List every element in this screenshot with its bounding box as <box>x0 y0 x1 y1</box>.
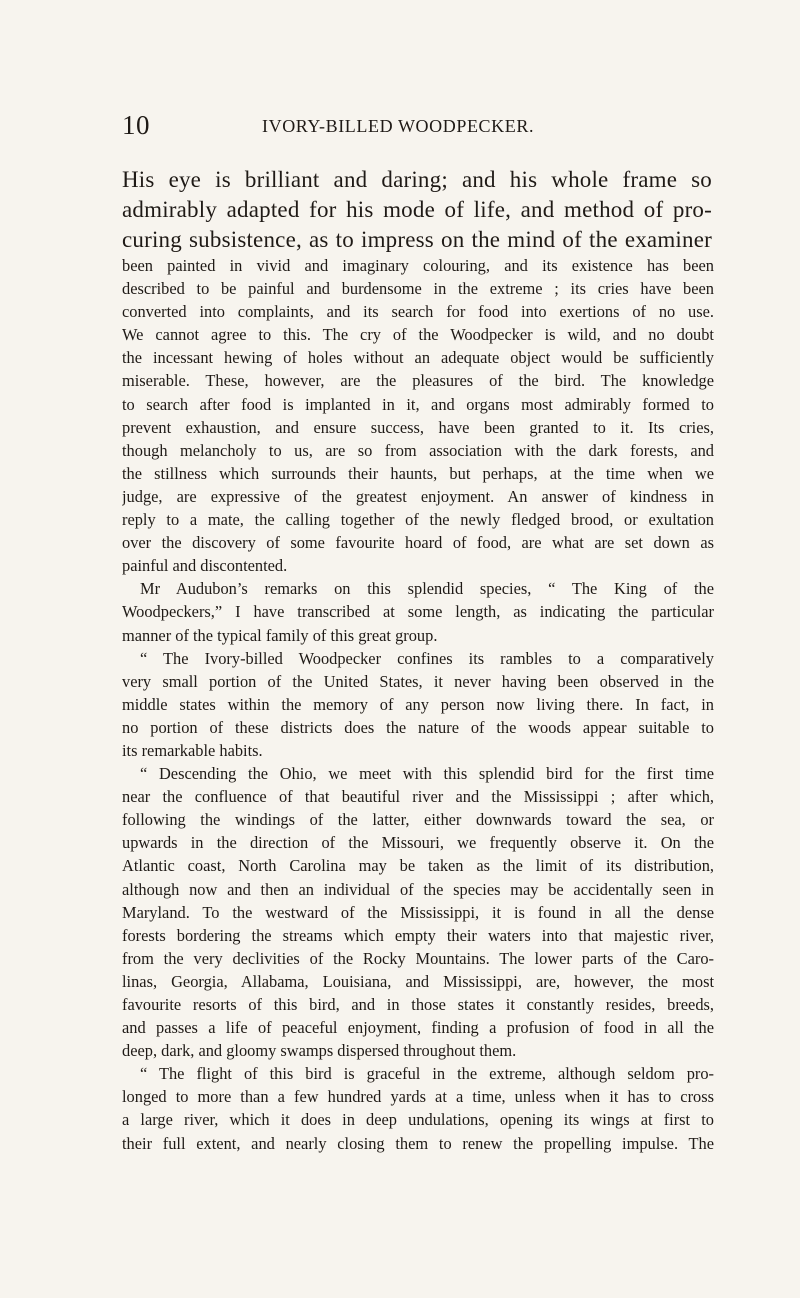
intro-line: curing subsistence, as to impress on the mind of the examiner <box>122 227 712 252</box>
body-line: following the windings of the latter, either downwards toward the sea, or <box>122 810 714 830</box>
body-line: Maryland. To the westward of the Mississippi, it is found in all the dense <box>122 902 714 922</box>
body-line: forests bordering the streams which empty their waters into that majestic river, <box>122 925 714 945</box>
body-line: Atlantic coast, North Carolina may be taken as the limit of its distribution, <box>122 856 714 876</box>
intro-line: admirably adapted for his mode of life, and method of pro- <box>122 197 712 222</box>
body-text <box>122 254 714 1155</box>
body-line: Mr Audubon’s remarks on this splendid species, “ The King of the <box>140 579 714 599</box>
body-line: and passes a life of peaceful enjoyment, finding a profusion of food in all the <box>122 1018 714 1038</box>
body-line: the incessant hewing of holes without an adequate object would be sufficiently <box>122 348 714 368</box>
body-line: We cannot agree to this. The cry of the Woodpecker is wild, and no doubt <box>122 325 714 345</box>
body-line: linas, Georgia, Allabama, Louisiana, and Mississippi, are, however, the most <box>122 971 714 991</box>
body-line: the stillness which surrounds their haunts, but perhaps, at the time when we <box>122 463 714 483</box>
page-header <box>122 110 702 140</box>
body-line: prevent exhaustion, and ensure success, have been granted to it. Its cries, <box>122 417 714 437</box>
body-line: a large river, which it does in deep undulations, opening its wings at first to <box>122 1110 714 1130</box>
body-line: judge, are expressive of the greatest enjoyment. An answer of kindness in <box>122 486 714 506</box>
body-line: deep, dark, and gloomy swamps dispersed throughout them. <box>122 1041 517 1061</box>
body-line: although now and then an individual of the species may be accidentally seen in <box>122 879 714 899</box>
body-line: manner of the typical family of this great group. <box>122 625 438 645</box>
body-line: middle states within the memory of any person now living there. In fact, in <box>122 694 714 714</box>
body-line: near the confluence of that beautiful river and the Mississippi ; after which, <box>122 787 714 807</box>
body-line: their full extent, and nearly closing them to renew the propelling impulse. The <box>122 1133 714 1153</box>
page-number: 10 <box>122 110 150 140</box>
body-line: favourite resorts of this bird, and in those states it constantly resides, breeds, <box>122 995 714 1014</box>
body-line: over the discovery of some favourite hoard of food, are what are set down as <box>122 533 714 553</box>
body-line: no portion of these districts does the nature of the woods appear suitable to <box>122 717 714 737</box>
body-line: upwards in the direction of the Missouri, we frequently observe it. On the <box>122 833 714 853</box>
body-line: painful and discontented. <box>122 556 288 576</box>
body-line: “ The flight of this bird is graceful in the extreme, although seldom pro- <box>140 1064 714 1084</box>
body-line: miserable. These, however, are the pleasures of the bird. The knowledge <box>122 371 714 391</box>
body-line: to search after food is implanted in it, and organs most admirably formed to <box>122 394 714 414</box>
body-line: though melancholy to us, are so from association with the dark forests, and <box>122 440 714 460</box>
body-line: “ The Ivory-billed Woodpecker confines its rambles to a comparatively <box>140 648 714 668</box>
body-line: Woodpeckers,” I have transcribed at some length, as indicating the particular <box>122 602 714 622</box>
body-line: its remarkable habits. <box>122 740 263 760</box>
body-line: reply to a mate, the calling together of the newly fledged brood, or exultation <box>122 510 714 530</box>
body-line: been painted in vivid and imaginary colouring, and its existence has been <box>122 256 714 275</box>
body-line: very small portion of the United States, it never having been observed in the <box>122 671 714 691</box>
intro-line: His eye is brilliant and daring; and his whole frame so <box>122 167 712 192</box>
intro-paragraph <box>122 165 712 255</box>
body-line: “ Descending the Ohio, we meet with this splendid bird for the first time <box>140 764 714 784</box>
running-head: IVORY-BILLED WOODPECKER. <box>262 116 535 136</box>
body-line: from the very declivities of the Rocky Mountains. The lower parts of the Caro- <box>122 948 714 968</box>
body-line: converted into complaints, and its search for food into exertions of no use. <box>122 302 714 322</box>
body-line: described to be painful and burdensome in the extreme ; its cries have been <box>122 279 714 299</box>
body-line: longed to more than a few hundred yards at a time, unless when it has to cross <box>122 1087 714 1107</box>
